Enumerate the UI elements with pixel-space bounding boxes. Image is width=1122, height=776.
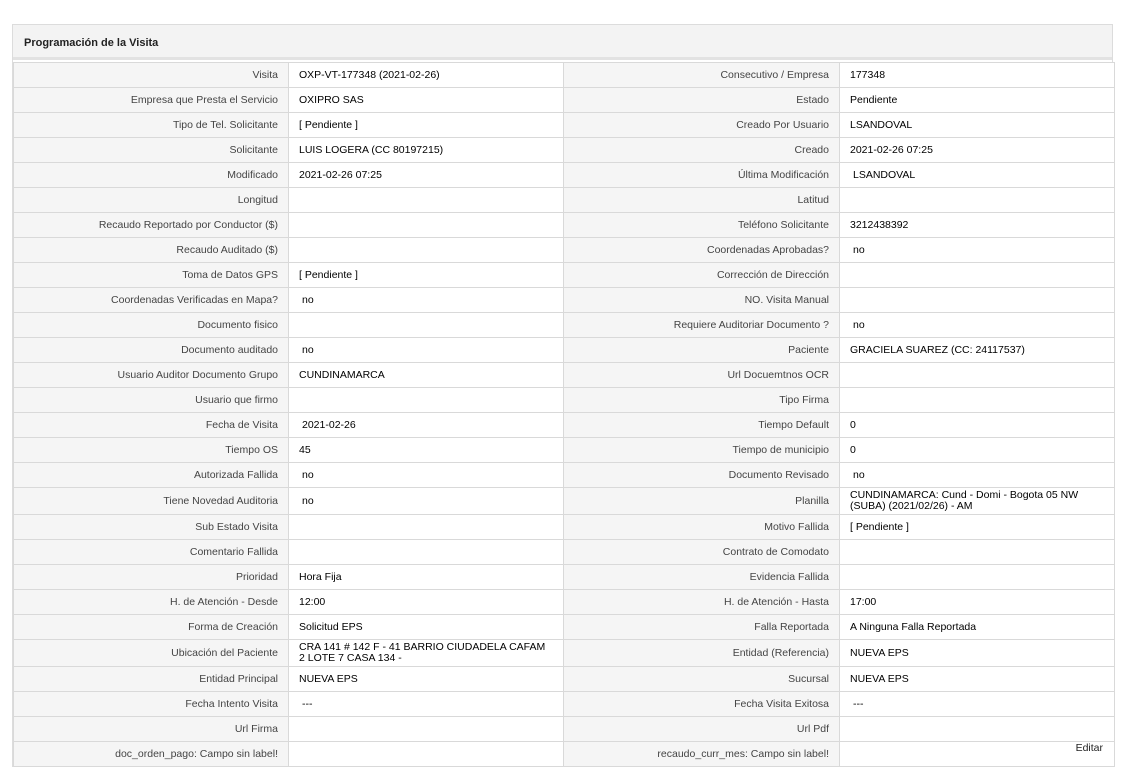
- field-label-ultima-modificacion: Última Modificación: [564, 163, 840, 188]
- detail-row: [14, 88, 1115, 113]
- field-value-prioridad: Hora Fija: [289, 565, 564, 590]
- panel-header: [13, 25, 1112, 60]
- field-value-creado: 2021-02-26 07:25: [840, 138, 1115, 163]
- field-label-coordenadas-aprobadas: Coordenadas Aprobadas?: [564, 238, 840, 263]
- field-label-paciente: Paciente: [564, 338, 840, 363]
- field-value-forma-de-creacion: Solicitud EPS: [289, 615, 564, 640]
- field-value-ubicacion-del-paciente: CRA 141 # 142 F - 41 BARRIO CIUDADELA CAFAM 2 LOTE 7 CASA 134 -: [289, 640, 564, 667]
- field-value-url-firma: [289, 717, 564, 742]
- detail-row: [14, 565, 1115, 590]
- field-value-toma-de-datos-gps: [ Pendiente ]: [289, 263, 564, 288]
- field-label-fecha-de-visita: Fecha de Visita: [14, 413, 289, 438]
- field-label-latitud: Latitud: [564, 188, 840, 213]
- field-value-sucursal: NUEVA EPS: [840, 667, 1115, 692]
- field-value-coordenadas-aprobadas: no: [840, 238, 1115, 263]
- field-label-solicitante: Solicitante: [14, 138, 289, 163]
- field-label-url-pdf: Url Pdf: [564, 717, 840, 742]
- panel-title: Programación de la Visita: [24, 37, 159, 49]
- field-label-tiene-novedad-auditoria: Tiene Novedad Auditoria: [14, 488, 289, 515]
- field-value-ultima-modificacion: LSANDOVAL: [840, 163, 1115, 188]
- field-value-tipo-de-tel-solicitante: [ Pendiente ]: [289, 113, 564, 138]
- field-value-no-visita-manual: [840, 288, 1115, 313]
- field-label-h-de-atencion-hasta: H. de Atención - Hasta: [564, 590, 840, 615]
- field-label-url-firma: Url Firma: [14, 717, 289, 742]
- detail-row: [14, 238, 1115, 263]
- field-label-h-de-atencion-desde: H. de Atención - Desde: [14, 590, 289, 615]
- detail-row: [14, 288, 1115, 313]
- field-label-comentario-fallida: Comentario Fallida: [14, 540, 289, 565]
- field-value-creado-por-usuario: LSANDOVAL: [840, 113, 1115, 138]
- field-label-telefono-solicitante: Teléfono Solicitante: [564, 213, 840, 238]
- field-value-fecha-de-visita: 2021-02-26: [289, 413, 564, 438]
- field-value-tiene-novedad-auditoria: no: [289, 488, 564, 515]
- field-label-usuario-que-firmo: Usuario que firmo: [14, 388, 289, 413]
- field-value-documento-fisico: [289, 313, 564, 338]
- visit-details-table: [13, 62, 1115, 767]
- field-label-empresa-que-presta-el-servicio: Empresa que Presta el Servicio: [14, 88, 289, 113]
- field-label-longitud: Longitud: [14, 188, 289, 213]
- field-value-planilla: CUNDINAMARCA: Cund - Domi - Bogota 05 NW (SUBA) (2021/02/26) - AM: [840, 488, 1115, 515]
- field-label-visita: Visita: [14, 63, 289, 88]
- field-value-motivo-fallida: [ Pendiente ]: [840, 515, 1115, 540]
- field-value-documento-revisado: no: [840, 463, 1115, 488]
- field-label-creado-por-usuario: Creado Por Usuario: [564, 113, 840, 138]
- field-label-fecha-intento-visita: Fecha Intento Visita: [14, 692, 289, 717]
- field-value-url-pdf: [840, 717, 1115, 742]
- field-label-tiempo-os: Tiempo OS: [14, 438, 289, 463]
- field-value-latitud: [840, 188, 1115, 213]
- field-label-tiempo-default: Tiempo Default: [564, 413, 840, 438]
- field-value-longitud: [289, 188, 564, 213]
- edit-link[interactable]: Editar: [1075, 742, 1103, 754]
- field-label-entidad-referencia: Entidad (Referencia): [564, 640, 840, 667]
- field-label-falla-reportada: Falla Reportada: [564, 615, 840, 640]
- field-value-recaudo-auditado: [289, 238, 564, 263]
- field-value-entidad-principal: NUEVA EPS: [289, 667, 564, 692]
- field-label-modificado: Modificado: [14, 163, 289, 188]
- detail-row: [14, 540, 1115, 565]
- detail-row: [14, 413, 1115, 438]
- field-label-contrato-de-comodato: Contrato de Comodato: [564, 540, 840, 565]
- detail-row: [14, 63, 1115, 88]
- field-label-url-docuemtnos-ocr: Url Docuemtnos OCR: [564, 363, 840, 388]
- field-value-tiempo-default: 0: [840, 413, 1115, 438]
- field-value-autorizada-fallida: no: [289, 463, 564, 488]
- field-label-tipo-de-tel-solicitante: Tipo de Tel. Solicitante: [14, 113, 289, 138]
- field-value-sub-estado-visita: [289, 515, 564, 540]
- field-label-correccion-de-direccion: Corrección de Dirección: [564, 263, 840, 288]
- field-label-tiempo-de-municipio: Tiempo de municipio: [564, 438, 840, 463]
- field-label-usuario-auditor-documento-grupo: Usuario Auditor Documento Grupo: [14, 363, 289, 388]
- detail-row: [14, 488, 1115, 515]
- field-value-falla-reportada: A Ninguna Falla Reportada: [840, 615, 1115, 640]
- field-label-toma-de-datos-gps: Toma de Datos GPS: [14, 263, 289, 288]
- field-label-recaudo-curr-mes-campo-sin-label: recaudo_curr_mes: Campo sin label!: [564, 742, 840, 767]
- field-label-autorizada-fallida: Autorizada Fallida: [14, 463, 289, 488]
- detail-row: [14, 717, 1115, 742]
- detail-row: [14, 438, 1115, 463]
- field-label-requiere-auditoriar-documento: Requiere Auditoriar Documento ?: [564, 313, 840, 338]
- field-value-tiempo-de-municipio: 0: [840, 438, 1115, 463]
- field-label-prioridad: Prioridad: [14, 565, 289, 590]
- field-label-ubicacion-del-paciente: Ubicación del Paciente: [14, 640, 289, 667]
- field-label-motivo-fallida: Motivo Fallida: [564, 515, 840, 540]
- field-value-paciente: GRACIELA SUAREZ (CC: 24117537): [840, 338, 1115, 363]
- detail-row: [14, 363, 1115, 388]
- field-label-planilla: Planilla: [564, 488, 840, 515]
- field-value-tiempo-os: 45: [289, 438, 564, 463]
- detail-row: [14, 313, 1115, 338]
- detail-row: [14, 515, 1115, 540]
- detail-row: [14, 388, 1115, 413]
- field-value-telefono-solicitante: 3212438392: [840, 213, 1115, 238]
- field-value-contrato-de-comodato: [840, 540, 1115, 565]
- field-label-evidencia-fallida: Evidencia Fallida: [564, 565, 840, 590]
- field-value-entidad-referencia: NUEVA EPS: [840, 640, 1115, 667]
- detail-row: [14, 263, 1115, 288]
- field-label-sucursal: Sucursal: [564, 667, 840, 692]
- detail-row: [14, 138, 1115, 163]
- detail-row: [14, 338, 1115, 363]
- detail-row: [14, 640, 1115, 667]
- field-value-doc-orden-pago-campo-sin-label: [289, 742, 564, 767]
- field-value-recaudo-reportado-por-conductor: [289, 213, 564, 238]
- field-label-consecutivo-empresa: Consecutivo / Empresa: [564, 63, 840, 88]
- field-label-estado: Estado: [564, 88, 840, 113]
- field-value-empresa-que-presta-el-servicio: OXIPRO SAS: [289, 88, 564, 113]
- field-value-coordenadas-verificadas-en-mapa: no: [289, 288, 564, 313]
- field-label-documento-fisico: Documento fisico: [14, 313, 289, 338]
- detail-row: [14, 742, 1115, 767]
- field-label-documento-auditado: Documento auditado: [14, 338, 289, 363]
- field-value-evidencia-fallida: [840, 565, 1115, 590]
- field-label-no-visita-manual: NO. Visita Manual: [564, 288, 840, 313]
- field-label-sub-estado-visita: Sub Estado Visita: [14, 515, 289, 540]
- detail-row: [14, 213, 1115, 238]
- field-value-documento-auditado: no: [289, 338, 564, 363]
- field-value-fecha-visita-exitosa: ---: [840, 692, 1115, 717]
- field-value-correccion-de-direccion: [840, 263, 1115, 288]
- field-label-tipo-firma: Tipo Firma: [564, 388, 840, 413]
- field-value-h-de-atencion-hasta: 17:00: [840, 590, 1115, 615]
- field-value-consecutivo-empresa: 177348: [840, 63, 1115, 88]
- field-value-estado: Pendiente: [840, 88, 1115, 113]
- field-label-coordenadas-verificadas-en-mapa: Coordenadas Verificadas en Mapa?: [14, 288, 289, 313]
- field-value-solicitante: LUIS LOGERA (CC 80197215): [289, 138, 564, 163]
- field-label-entidad-principal: Entidad Principal: [14, 667, 289, 692]
- field-value-comentario-fallida: [289, 540, 564, 565]
- field-label-creado: Creado: [564, 138, 840, 163]
- field-value-recaudo-curr-mes-campo-sin-label: [840, 742, 1115, 767]
- detail-row: [14, 163, 1115, 188]
- field-value-usuario-que-firmo: [289, 388, 564, 413]
- detail-row: [14, 692, 1115, 717]
- field-value-fecha-intento-visita: ---: [289, 692, 564, 717]
- field-value-requiere-auditoriar-documento: no: [840, 313, 1115, 338]
- detail-row: [14, 615, 1115, 640]
- field-label-doc-orden-pago-campo-sin-label: doc_orden_pago: Campo sin label!: [14, 742, 289, 767]
- field-value-modificado: 2021-02-26 07:25: [289, 163, 564, 188]
- field-value-tipo-firma: [840, 388, 1115, 413]
- field-value-visita: OXP-VT-177348 (2021-02-26): [289, 63, 564, 88]
- detail-row: [14, 188, 1115, 213]
- field-value-url-docuemtnos-ocr: [840, 363, 1115, 388]
- field-label-recaudo-reportado-por-conductor: Recaudo Reportado por Conductor ($): [14, 213, 289, 238]
- visit-schedule-panel: [12, 24, 1113, 767]
- field-label-fecha-visita-exitosa: Fecha Visita Exitosa: [564, 692, 840, 717]
- field-label-forma-de-creacion: Forma de Creación: [14, 615, 289, 640]
- field-value-usuario-auditor-documento-grupo: CUNDINAMARCA: [289, 363, 564, 388]
- field-value-h-de-atencion-desde: 12:00: [289, 590, 564, 615]
- field-label-documento-revisado: Documento Revisado: [564, 463, 840, 488]
- field-label-recaudo-auditado: Recaudo Auditado ($): [14, 238, 289, 263]
- detail-row: [14, 667, 1115, 692]
- detail-row: [14, 590, 1115, 615]
- detail-row: [14, 463, 1115, 488]
- detail-row: [14, 113, 1115, 138]
